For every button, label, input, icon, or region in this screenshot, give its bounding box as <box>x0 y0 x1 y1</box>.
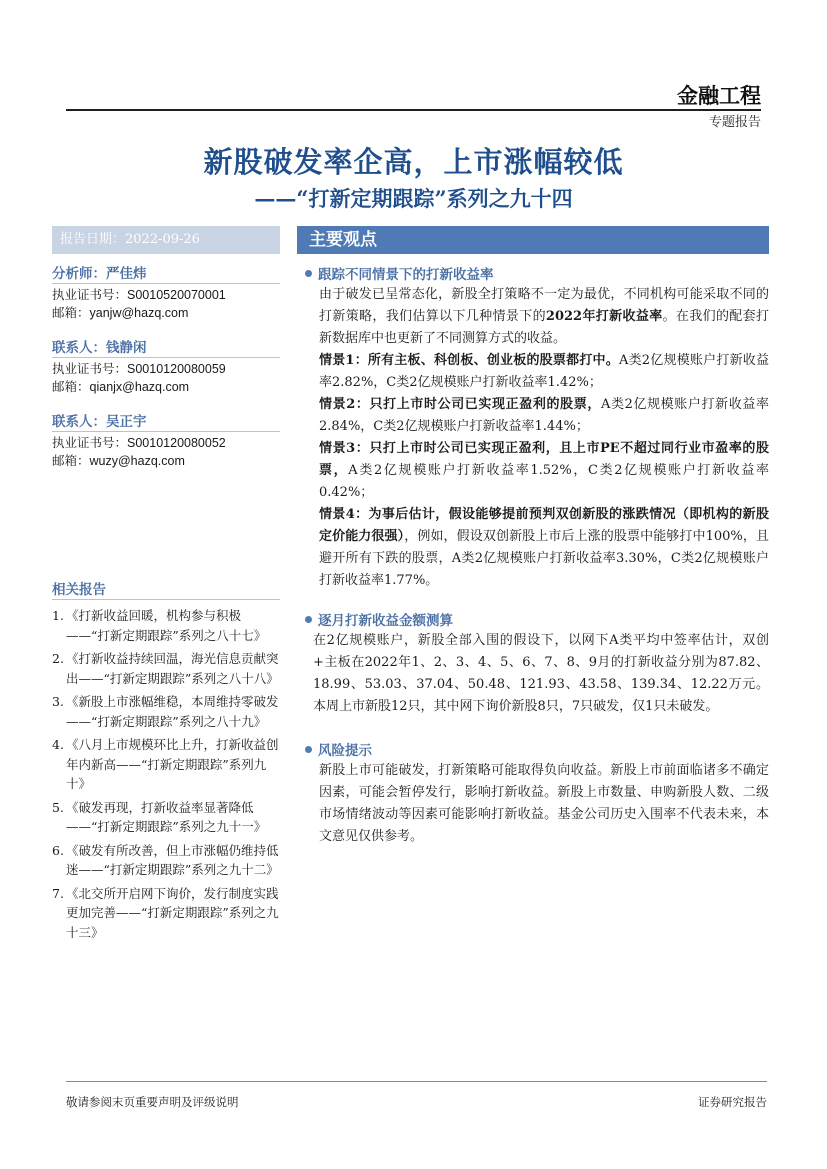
section-heading: 逐月打新收益金额测算 <box>305 608 769 630</box>
contact-block <box>52 412 280 470</box>
bullet-icon <box>305 746 312 753</box>
related-report-item[interactable]: 2. 《打新收益持续回温，海光信息贡献突出——“打新定期跟踪”系列之八十八》 <box>52 651 279 686</box>
contact-name: 联系人：吴正宇 <box>52 412 280 432</box>
main-points-heading: 主要观点 <box>297 226 769 254</box>
related-reports-title: 相关报告 <box>52 580 280 600</box>
analyst-name: 分析师：严佳炜 <box>52 264 280 284</box>
section-paragraph: 在2亿规模账户，新股全部入围的假设下，以网下A类平均中签率估计，双创+主板在2022年1、2、3、4、5、6、7、8、9月的打新收益分别为87.82、18.99、53.03、37.04、50.48、121.93、43.58、139.34、12.22万元。本周上市新股12只，其中网下询价新股8只，7只破发，仅1只未破发。 <box>313 633 769 714</box>
header-divider <box>66 109 761 111</box>
related-report-item[interactable]: 7. 《北交所开启网下询价，发行制度实践更加完善——“打新定期跟踪”系列之九十三》 <box>52 885 279 940</box>
bullet-icon <box>305 616 312 623</box>
analyst-email[interactable]: 邮箱：yanjw@hazq.com <box>52 305 189 320</box>
contact-cert: 执业证书号：S0010120080052 <box>52 435 226 450</box>
related-report-item[interactable]: 5. 《破发再现，打新收益率显著降低——“打新定期跟踪”系列之九十一》 <box>52 799 267 834</box>
bullet-icon <box>305 270 312 277</box>
footer-label: 证券研究报告 <box>698 1095 767 1109</box>
left-column <box>52 226 280 470</box>
report-subtitle: ——“打新定期跟踪”系列之九十四 <box>254 186 573 211</box>
section-heading: 风险提示 <box>305 738 769 760</box>
section-paragraph: 由于破发已呈常态化，新股全打策略不一定为最优，不同机构可能采取不同的打新策略，我们估算以下几种情景下的2022年打新收益率。在我们的配套打新数据库中也更新了不同测算方式的收益。 情景1：所有主板、科创板、创业板的股票都打中。A类2亿规模账户打新收益率2.82%，C类2亿规模账户打新收益率1.42%； 情景2：只打上市时公司已实现正盈利的股票，A类2亿规模账户打新收益率2.84%，C类2亿规模账户打新收益率1.44%； 情景3：只打上市时公司已实现正盈利，且上市PE不超过同行业市盈率的股票，A类2亿规模账户打新收益率1.52%，C类2亿规模账户打新收益率0.42%； 情景4：为事后估计，假设能够提前预判双创新股的涨跌情况（即机构的新股定价能力很强），例如，假设双创新股上市后上涨的股票中能够打中100%，且避开所有下跌的股票，A类2亿规模账户打新收益率3.30%，C类2亿规模账户打新收益率1.77%。 <box>319 287 769 588</box>
main-points <box>297 226 769 848</box>
analyst-block <box>52 264 280 322</box>
section-heading: 跟踪不同情景下的打新收益率 <box>305 262 769 284</box>
report-category: 金融工程 <box>677 83 761 108</box>
contact-email[interactable]: 邮箱：qianjx@hazq.com <box>52 379 190 394</box>
contact-cert: 执业证书号：S0010120080059 <box>52 361 226 376</box>
related-report-item[interactable]: 6. 《破发有所改善，但上市涨幅仍维持低迷——“打新定期跟踪”系列之九十二》 <box>52 842 279 877</box>
footer-divider <box>66 1081 767 1082</box>
section-paragraph: 新股上市可能破发，打新策略可能取得负向收益。新股上市前面临诸多不确定因素，可能会暂停发行，影响打新收益。新股上市数量、申购新股人数、二级市场情绪波动等因素可能影响打新收益。基金公司历史入围率不代表未来，本文意见仅供参考。 <box>319 763 769 844</box>
footer-disclaimer: 敬请参阅末页重要声明及评级说明 <box>66 1095 239 1109</box>
related-reports <box>52 580 280 946</box>
report-date: 报告日期：2022-09-26 <box>52 226 280 254</box>
contact-block <box>52 338 280 396</box>
contact-email[interactable]: 邮箱：wuzy@hazq.com <box>52 453 185 468</box>
contact-name: 联系人：钱静闲 <box>52 338 280 358</box>
related-report-item[interactable]: 4. 《八月上市规模环比上升，打新收益创年内新高——“打新定期跟踪”系列九十》 <box>52 737 279 791</box>
related-report-item[interactable]: 3. 《新股上市涨幅维稳，本周维持零破发——“打新定期跟踪”系列之八十九》 <box>52 694 279 729</box>
analyst-cert: 执业证书号：S0010520070001 <box>52 287 226 302</box>
related-report-item[interactable]: 1. 《打新收益回暖，机构参与积极——“打新定期跟踪”系列之八十七》 <box>52 608 267 643</box>
report-title: 新股破发率企高，上市涨幅较低 <box>203 145 624 179</box>
report-type: 专题报告 <box>708 115 761 130</box>
